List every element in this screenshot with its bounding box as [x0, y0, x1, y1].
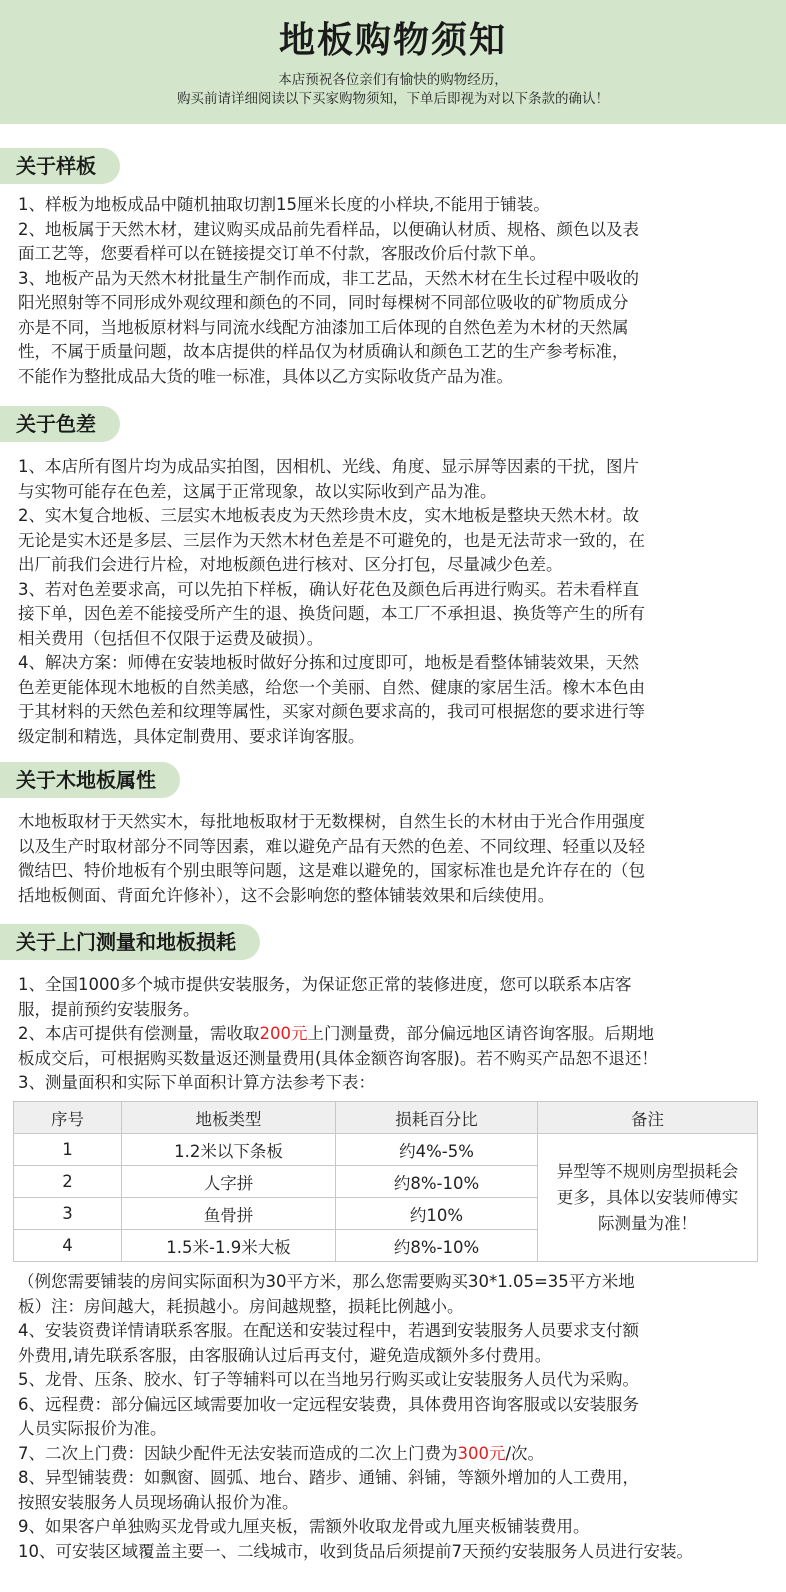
text-fragment: 7、二次上门费：因缺少配件无法安装而造成的二次上门费为: [18, 1443, 458, 1463]
text-line: [18, 1442, 776, 1467]
text-line: 8、异型铺装费：如飘窗、圆弧、地台、踏步、通铺、斜铺，等额外增加的人工费用，: [18, 1468, 639, 1487]
header-subtitle-1: 本店预祝各位亲们有愉快的购物经历，: [278, 72, 508, 88]
measure-fee-highlight: 200元: [259, 1024, 308, 1043]
text-line: 1、样板为地板成品中随机抽取切割15厘米长度的小样块,不能用于铺装。: [18, 195, 550, 214]
text-fragment: 上门测量费，部分偏远地区请咨询客服。后期地: [307, 1024, 654, 1043]
text-line: 外费用,请先联系客服，由客服确认过后再支付，避免造成额外多付费用。: [18, 1345, 552, 1365]
text-line: [18, 1022, 776, 1047]
text-line: 亦是不同，当地板原材料与同流水线配方油漆加工后体现的自然色差为木材的天然属: [18, 317, 629, 337]
section-body-color: [18, 455, 776, 749]
table-cell: 2: [14, 1166, 122, 1198]
table-cell: 人字拼: [122, 1166, 336, 1198]
text-line: 人员实际报价为准。: [18, 1419, 167, 1438]
text-line: 色差更能体现木地板的自然美感，给您一个美丽、自然、健康的家居生活。橡木本色由: [18, 677, 645, 697]
text-line: 3、地板产品为天然木材批量生产制作而成，非工艺品，天然木材在生长过程中吸收的: [18, 268, 639, 288]
text-fragment: 2、本店可提供有偿测量，需收取: [18, 1024, 260, 1043]
text-line: 2、实木复合地板、三层实木地板表皮为天然珍贵木皮，实木地板是整块天然木材。故: [18, 506, 639, 525]
table-cell: 约8%-10%: [336, 1166, 538, 1198]
text-line: 4、解决方案：师傅在安装地板时做好分拣和过度即可，地板是看整体铺装效果，天然: [18, 653, 639, 672]
text-line: （例您需要铺装的房间实际面积为30平方米，那么您需要购买30*1.05=35平方米地: [18, 1272, 635, 1291]
text-line: 无论是实木还是多层、三层作为天然木材色差是不可避免的，也是无法苛求一致的，在: [18, 530, 645, 550]
text-line: 不能作为整批成品大货的唯一标准，具体以乙方实际收货产品为准。: [18, 366, 513, 386]
header-banner: [0, 0, 786, 124]
loss-table: [13, 1101, 758, 1262]
text-line: 2、地板属于天然木材，建议购买成品前先看样品，以便确认材质、规格、颜色以及表: [18, 219, 639, 239]
table-cell: 1.2米以下条板: [122, 1134, 336, 1166]
text-line: 级定制和精选，具体定制费用、要求详询客服。: [18, 726, 365, 746]
text-line: 9、如果客户单独购买龙骨或九厘夹板，需额外收取龙骨或九厘夹板铺装费用。: [18, 1517, 590, 1536]
table-note-cell: 异型等不规则房型损耗会更多，具体以安装师傅实际测量为准！: [538, 1134, 758, 1262]
section-body-property: [18, 810, 776, 908]
text-line: 3、若对色差要求高，可以先拍下样板，确认好花色及颜色后再进行购买。若未看样直: [18, 579, 639, 599]
text-line: 相关费用（包括但不仅限于运费及破损）。: [18, 628, 324, 648]
text-line: 于其材料的天然色差和纹理等属性，买家对颜色要求高的，我司可根据您的要求进行等: [18, 702, 645, 721]
section-heading-sample: 关于样板: [0, 148, 120, 184]
table-cell: 1: [14, 1134, 122, 1166]
text-line: 按照安装服务人员现场确认报价为准。: [18, 1492, 299, 1512]
text-line: 1、本店所有图片均为成品实拍图，因相机、光线、角度、显示屏等因素的干扰，图片: [18, 457, 639, 476]
section-heading-measure: 关于上门测量和地板损耗: [0, 924, 260, 960]
text-line: 6、远程费：部分偏远区域需要加收一定远程安装费，具体费用咨询客服或以安装服务: [18, 1394, 639, 1414]
header-subtitle-2: 购买前请详细阅读以下买家购物须知，下单后即视为对以下条款的确认！: [177, 91, 609, 107]
revisit-fee-highlight: 300元: [457, 1443, 506, 1463]
table-header-cell: 地板类型: [122, 1102, 336, 1134]
table-header-cell: 序号: [14, 1102, 122, 1134]
section-heading-color: 关于色差: [0, 406, 120, 442]
table-cell: 约10%: [336, 1198, 538, 1230]
table-header-cell: 备注: [538, 1102, 758, 1134]
text-line: 3、测量面积和实际下单面积计算方法参考下表：: [18, 1073, 375, 1092]
text-line: 接下单，因色差不能接受所产生的退、换货问题，本工厂不承担退、换货等产生的所有: [18, 604, 645, 623]
table-cell: 3: [14, 1198, 122, 1230]
table-cell: 鱼骨拼: [122, 1198, 336, 1230]
text-line: 性，不属于质量问题，故本店提供的样品仅为材质确认和颜色工艺的生产参考标准，: [18, 342, 629, 361]
table-row: [14, 1134, 758, 1166]
text-line: 板成交后，可根据购买数量返还测量费用(具体金额咨询客服)。若不购买产品恕不退还！: [18, 1048, 658, 1068]
section-body-measure-top: [18, 973, 776, 1096]
text-line: 板）注：房间越大，耗损越小。房间越规整，损耗比例越小。: [18, 1296, 464, 1316]
section-body-measure-bottom: [18, 1270, 776, 1564]
text-line: 与实物可能存在色差，这属于正常现象，故以实际收到产品为准。: [18, 481, 497, 501]
text-line: 5、龙骨、压条、胶水、钉子等辅料可以在当地另行购买或让安装服务人员代为采购。: [18, 1370, 639, 1389]
text-line: 阳光照射等不同形成外观纹理和颜色的不同，同时每棵树不同部位吸收的矿物质成分: [18, 293, 629, 312]
text-line: 10、可安装区域覆盖主要一、二线城市，收到货品后须提前7天预约安装服务人员进行安装。: [18, 1541, 693, 1561]
table-cell: 约8%-10%: [336, 1230, 538, 1262]
text-line: 木地板取材于天然实木，每批地板取材于无数棵树，自然生长的木材由于光合作用强度: [18, 812, 645, 831]
table-cell: 约4%-5%: [336, 1134, 538, 1166]
table-header-cell: 损耗百分比: [336, 1102, 538, 1134]
text-fragment: /次。: [505, 1443, 545, 1463]
text-line: 1、全国1000多个城市提供安装服务，为保证您正常的装修进度，您可以联系本店客: [18, 975, 632, 994]
text-line: 4、安装资费详情请联系客服。在配送和安装过程中，若遇到安装服务人员要求支付额: [18, 1321, 639, 1340]
table-cell: 1.5米-1.9米大板: [122, 1230, 336, 1262]
section-heading-property: 关于木地板属性: [0, 762, 180, 798]
text-line: 以及生产时取材部分不同等因素，难以避免产品有天然的色差、不同纹理、轻重以及轻: [18, 836, 645, 856]
page-title: 地板购物须知: [278, 20, 507, 61]
text-line: 面工艺等，您要看样可以在链接提交订单不付款，客服改价后付款下单。: [18, 244, 546, 263]
section-body-sample: [18, 193, 776, 389]
text-line: 服，提前预约安装服务。: [18, 999, 200, 1019]
text-line: 出厂前我们会进行片检，对地板颜色进行核对、区分打包，尽量减少色差。: [18, 555, 563, 574]
table-cell: 4: [14, 1230, 122, 1262]
text-line: 微结巴、特价地板有个别虫眼等问题，这是难以避免的，国家标准也是允许存在的（包: [18, 861, 645, 880]
table-header-row: [14, 1102, 758, 1134]
text-line: 括地板侧面、背面允许修补），这不会影响您的整体铺装效果和后续使用。: [18, 885, 555, 905]
